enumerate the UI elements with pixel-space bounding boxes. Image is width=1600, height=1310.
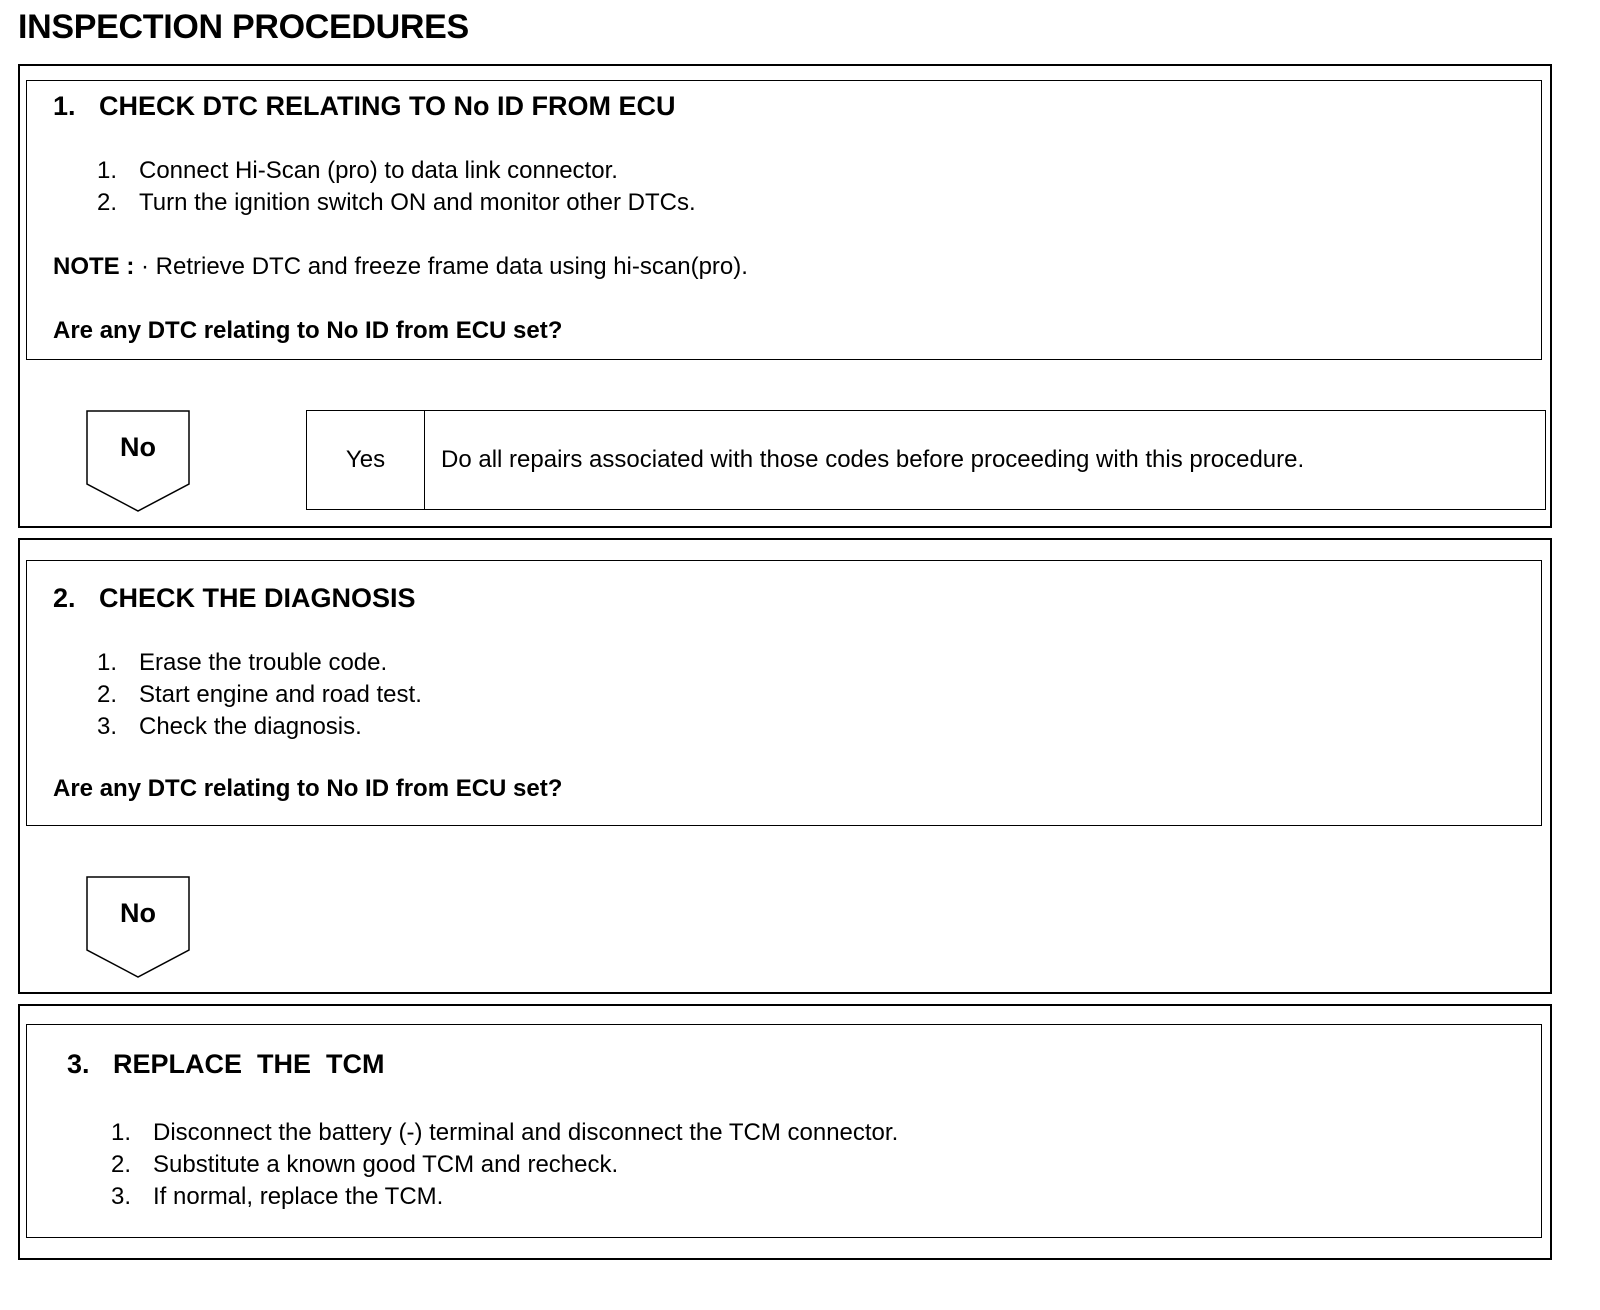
list-item: 2. Start engine and road test.: [97, 681, 422, 708]
yes-label: Yes: [307, 411, 425, 509]
page-title: INSPECTION PROCEDURES: [18, 8, 469, 46]
list-item: 1. Connect Hi-Scan (pro) to data link connector.: [97, 157, 618, 184]
step-2-list: [97, 647, 422, 743]
step-1-yes-box: [306, 410, 1546, 510]
step-3-list: [111, 1117, 898, 1213]
list-item: 1. Erase the trouble code.: [97, 649, 388, 676]
step-2-title: [53, 583, 416, 614]
list-item: 2. Turn the ignition switch ON and monitor other DTCs.: [97, 189, 696, 216]
step-1-no-arrow: [86, 410, 190, 512]
list-item: 1. Disconnect the battery (-) terminal and disconnect the TCM connector.: [111, 1119, 899, 1146]
list-item: 2. Substitute a known good TCM and recheck.: [111, 1151, 619, 1178]
step-3-section: [18, 1004, 1552, 1260]
step-2-instructions-box: [26, 560, 1542, 826]
yes-action-text: Do all repairs associated with those codes before proceeding with this procedure.: [441, 446, 1305, 473]
step-title-text: CHECK THE DIAGNOSIS: [99, 583, 416, 613]
list-item: 3. If normal, replace the TCM.: [111, 1183, 444, 1210]
no-label: No: [120, 432, 156, 462]
step-title-text: CHECK DTC RELATING TO No ID FROM ECU: [99, 91, 676, 121]
step-2-question: Are any DTC relating to No ID from ECU set?: [53, 775, 563, 802]
step-3-title: [67, 1049, 385, 1080]
step-number: 1.: [53, 91, 76, 121]
step-2-section: [18, 538, 1552, 994]
step-2-no-arrow: [86, 876, 190, 978]
step-1-section: [18, 64, 1552, 528]
no-label: No: [120, 898, 156, 928]
step-1-list: [97, 155, 696, 219]
note: [53, 253, 748, 281]
note-label: NOTE :: [53, 253, 135, 280]
step-title-text: REPLACE THE TCM: [113, 1049, 385, 1079]
step-number: 2.: [53, 583, 76, 613]
list-item: 3. Check the diagnosis.: [97, 713, 362, 740]
step-1-instructions-box: [26, 80, 1542, 360]
note-text: · Retrieve DTC and freeze frame data using hi-scan(pro).: [141, 253, 748, 280]
step-3-instructions-box: [26, 1024, 1542, 1238]
step-1-title: [53, 91, 675, 122]
step-number: 3.: [67, 1049, 90, 1079]
step-1-question: Are any DTC relating to No ID from ECU set?: [53, 317, 563, 344]
